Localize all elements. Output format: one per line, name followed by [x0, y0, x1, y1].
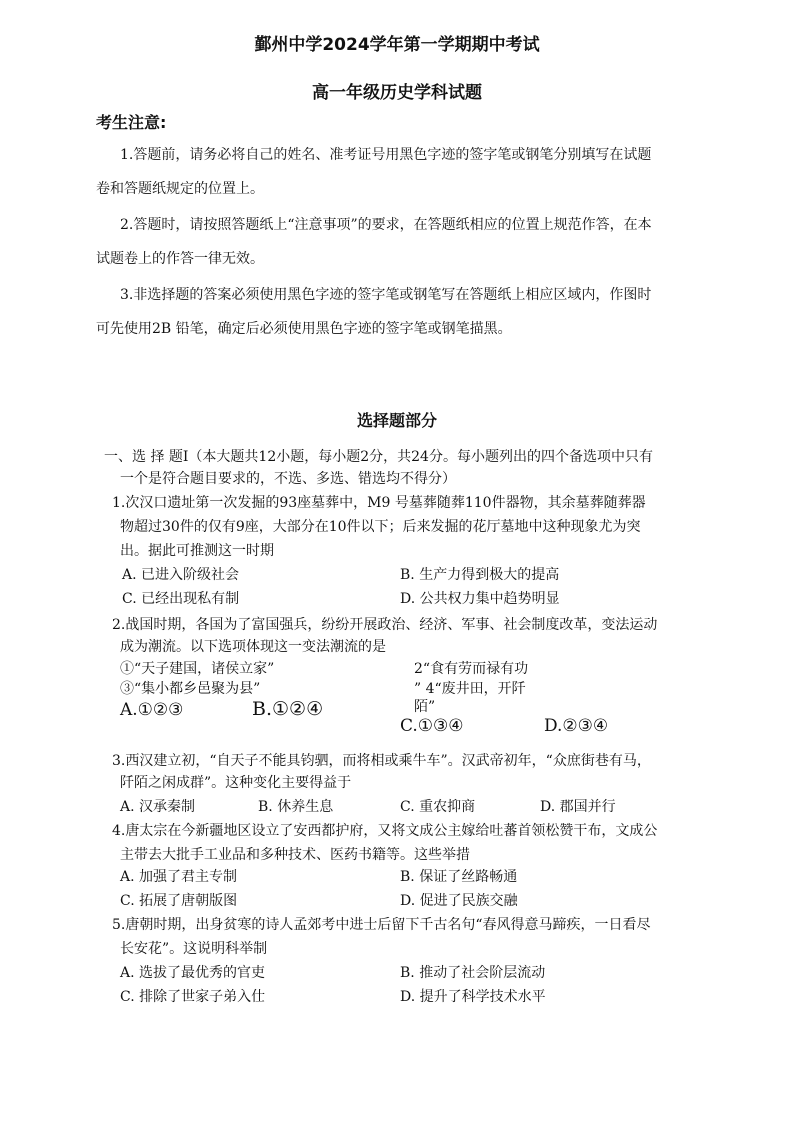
question-2-item-4: ” 4“废井田，开阡 [414, 681, 526, 697]
section-instruction: 一、选 择 题I（本大题共12小题，每小题2分，共24分。每小题列出的四个备选项中只有 [104, 449, 653, 465]
section-instruction: 一个是符合题目要求的，不选、多选、错选均不得分） [120, 471, 456, 487]
question-4-option-d: D. 促进了民族交融 [400, 893, 518, 909]
question-1-line: 出。据此可推测这一时期 [120, 543, 274, 559]
question-5-option-d: D. 提升了科学技术水平 [400, 989, 546, 1005]
question-2-option-b: B.①②④ [252, 698, 324, 720]
question-1-line: 1.次汉口遗址第一次发掘的93座墓葬中，M9 号墓葬随葬110件器物，其余墓葬随葬器 [112, 495, 646, 511]
question-2-option-c: C.①③④ [400, 716, 464, 736]
exam-subtitle: 高一年级历史学科试题 [312, 83, 482, 103]
question-3-option-d: D. 郡国并行 [540, 799, 616, 815]
question-2-line: 2.战国时期，各国为了富国强兵，纷纷开展政治、经济、军事、社会制度改革，变法运动 [112, 617, 658, 633]
section-heading: 选择题部分 [356, 411, 437, 430]
question-2-option-a: A.①②③ [120, 700, 184, 720]
question-1-option-c: C. 已经出现私有制 [122, 591, 240, 607]
question-1-option-b: B. 生产力得到极大的提高 [400, 567, 560, 583]
notice-line: 卷和答题纸规定的位置上。 [96, 181, 264, 197]
question-1-option-d: D. 公共权力集中趋势明显 [400, 591, 560, 607]
notice-line: 试题卷上的作答一律无效。 [96, 251, 264, 267]
question-5-option-c: C. 排除了世家子弟入仕 [120, 989, 266, 1005]
question-3-option-a: A. 汉承秦制 [120, 799, 196, 815]
question-5-option-a: A. 选拔了最优秀的官吏 [120, 965, 266, 981]
question-2-item-4-cont: 陌” [414, 699, 436, 715]
question-4-line: 4.唐太宗在今新疆地区设立了安西都护府，又将文成公主嫁给吐蕃首领松赞干布，文成公 [112, 823, 658, 839]
question-3-line: 3.西汉建立初，“自天子不能具钧驷，而将相或乘牛车”。汉武帝初年，“众庶街巷有马， [112, 753, 651, 769]
question-2-option-d: D.②③④ [544, 716, 609, 736]
notice-line: 可先使用2B 铅笔，确定后必须使用黑色字迹的签字笔或钢笔描黑。 [96, 321, 512, 337]
question-1-line: 物超过30件的仅有9座，大部分在10件以下；后来发掘的花厅墓地中这种现象尤为突 [120, 519, 641, 535]
question-4-option-b: B. 保证了丝路畅通 [400, 869, 518, 885]
question-4-line: 主带去大批手工业品和多种技术、医药书籍等。这些举措 [120, 847, 470, 863]
question-5-line: 5.唐朝时期，出身贫寒的诗人孟郊考中进士后留下千古名句“春风得意马蹄疾，一日看尽 [112, 917, 651, 933]
notice-line: 2.答题时，请按照答题纸上“注意事项”的要求，在答题纸相应的位置上规范作答，在本 [120, 217, 652, 233]
notice-heading: 考生注意: [96, 113, 167, 132]
question-5-option-b: B. 推动了社会阶层流动 [400, 965, 546, 981]
question-4-option-a: A. 加强了君主专制 [120, 869, 238, 885]
question-3-option-b: B. 休养生息 [258, 799, 334, 815]
question-5-line: 长安花”。这说明科举制 [120, 941, 268, 957]
question-1-option-a: A. 已进入阶级社会 [122, 567, 240, 583]
notice-line: 1.答题前，请务必将自己的姓名、准考证号用黑色字迹的签字笔或钢笔分别填写在试题 [120, 147, 652, 163]
question-2-item-1: ①“天子建国，诸侯立家” [120, 661, 275, 677]
question-2-item-2: 2“食有劳而禄有功 [414, 661, 529, 677]
exam-title: 鄞州中学2024学年第一学期期中考试 [254, 35, 540, 55]
question-3-option-c: C. 重农抑商 [400, 799, 476, 815]
notice-line: 3.非选择题的答案必须使用黑色字迹的签字笔或钢笔写在答题纸上相应区域内，作图时 [120, 287, 652, 303]
question-2-item-3: ③“集小都乡邑聚为县” [120, 681, 261, 697]
question-4-option-c: C. 拓展了唐朝版图 [120, 893, 238, 909]
question-3-line: 阡陌之闲成群”。这种变化主要得益于 [120, 775, 352, 791]
question-2-line: 成为潮流。以下选项体现这一变法潮流的是 [120, 639, 386, 655]
